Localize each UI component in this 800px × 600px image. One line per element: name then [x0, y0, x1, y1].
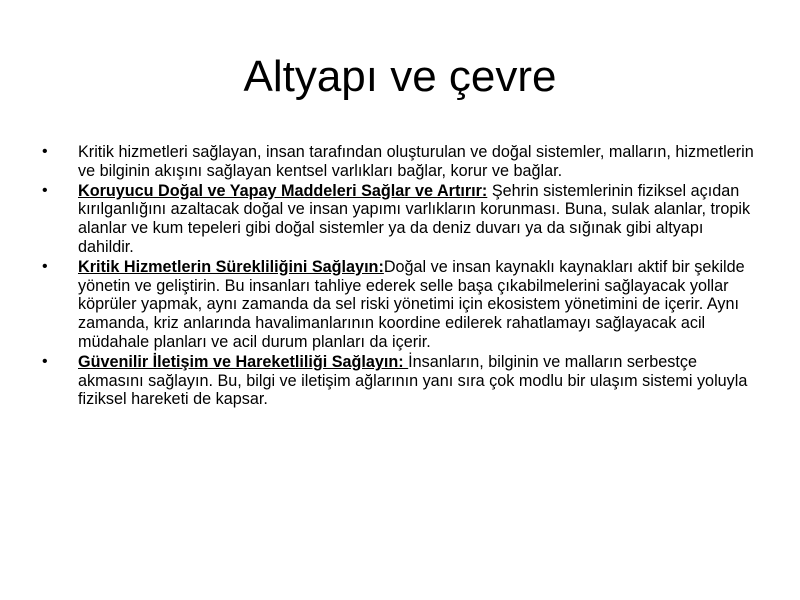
bullet-item-4 — [40, 353, 760, 409]
slide-title: Altyapı ve çevre — [243, 52, 557, 101]
bullet-icon: • — [42, 352, 48, 370]
bullet-item-1 — [40, 143, 760, 181]
bullet-text: Şehrin sistemlerinin fiziksel açıdan kırılganlığını azaltacak doğal ve insan yapımı varlıkların korunması. Buna, sulak alanlar, tropik alanlar ve kum tepeleri gibi doğal sistemler ya da deniz duvarı ya da sığınak gibi altyapı dahildir. — [78, 181, 751, 256]
bullet-text: İnsanların, bilginin ve malların serbestçe akmasını sağlayın. Bu, bilgi ve iletişim ağlarının yanı sıra çok modlu bir ulaşım sistemi yoluyla fiziksel hareketi de kapsar. — [78, 352, 748, 409]
bullet-heading: Kritik Hizmetlerin Sürekliliğini Sağlayın: — [78, 257, 384, 276]
bullet-text: Doğal ve insan kaynaklı kaynakları aktif bir şekilde yönetin ve geliştirin. Bu insanları tahliye ederek selle başa çıkabilmelerini sağlayacak yollar köprüler yapmak, aynı zamanda da sel riski yönetimi için ekosistem yönetimini de içerir. Aynı zamanda, kriz anlarında havalimanlarının koordine edilerek rahatlamayı sağlayacak acil müdahale planları ve acil durum planları da içerir. — [78, 257, 745, 351]
bullet-item-3 — [40, 258, 760, 352]
bullet-icon: • — [42, 257, 48, 275]
bullet-list — [40, 143, 760, 410]
bullet-heading: Güvenilir İletişim ve Hareketliliği Sağlayın: — [78, 352, 409, 371]
bullet-icon: • — [42, 181, 48, 199]
bullet-heading: Koruyucu Doğal ve Yapay Maddeleri Sağlar ve Artırır: — [78, 181, 488, 200]
bullet-icon: • — [42, 143, 48, 160]
bullet-item-2 — [40, 182, 760, 257]
bullet-text: Kritik hizmetleri sağlayan, insan tarafından oluşturulan ve doğal sistemler, malların, hizmetlerin ve bilginin akışını sağlayan kentsel varlıkları bağlar, korur ve bağlar. — [78, 143, 754, 180]
